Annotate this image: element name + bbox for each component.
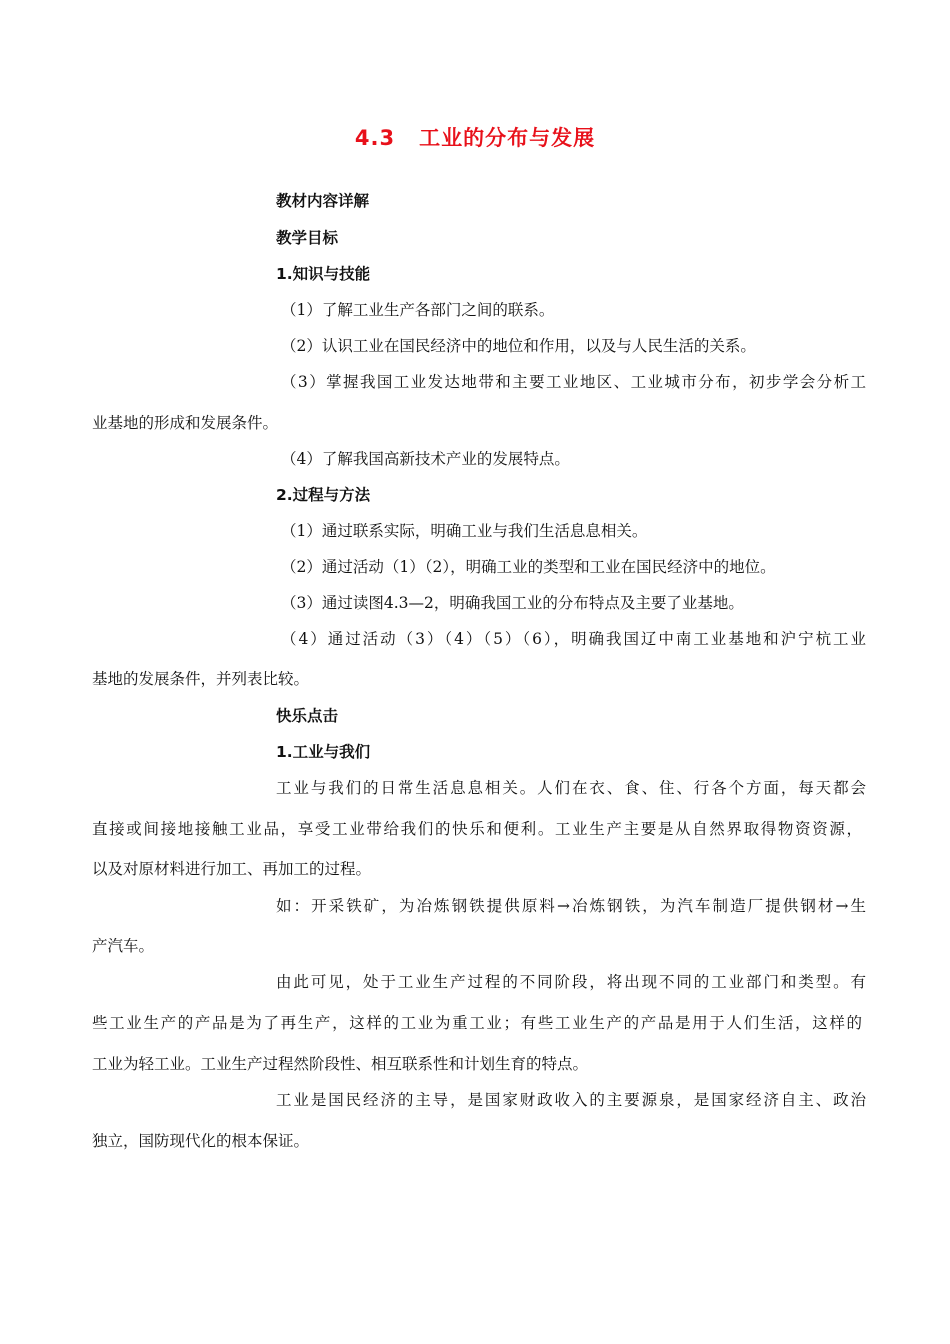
knowledge-heading: 1.知识与技能 (276, 265, 371, 283)
paragraph-line: 些工业生产的产品是为了再生产，这样的工业为重工业；有些工业生产的产品是用于人们生活，这样的 (92, 1014, 862, 1032)
knowledge-item: （1）了解工业生产各部门之间的联系。 (281, 301, 555, 319)
click-heading: 快乐点击 (276, 707, 339, 725)
paragraph-line: 产汽车。 (92, 937, 155, 955)
process-item: （4）通过活动（3）（4）（5）（6），明确我国辽中南工业基地和沪宁杭工业 (281, 630, 866, 648)
knowledge-item: （3）掌握我国工业发达地带和主要工业地区、工业城市分布，初步学会分析工 (281, 373, 866, 391)
paragraph-line: 以及对原材料进行加工、再加工的过程。 (92, 860, 372, 878)
process-heading: 2.过程与方法 (276, 486, 371, 504)
paragraph-line: 工业为轻工业。工业生产过程然阶段性、相互联系性和计划生育的特点。 (92, 1055, 589, 1073)
section-number: 4.3 (354, 126, 396, 150)
paragraph-line: 工业与我们的日常生活息息相关。人们在衣、食、住、行各个方面，每天都会 (276, 779, 866, 797)
knowledge-item: （4）了解我国高新技术产业的发展特点。 (281, 450, 570, 468)
page-title (0, 122, 950, 152)
paragraph-line: 工业是国民经济的主导，是国家财政收入的主要源泉，是国家经济自主、政治 (276, 1091, 866, 1109)
process-item: （3）通过读图4.3—2，明确我国工业的分布特点及主要了业基地。 (281, 594, 744, 612)
paragraph-line: 由此可见，处于工业生产过程的不同阶段，将出现不同的工业部门和类型。有 (276, 973, 866, 991)
industry-heading: 1.工业与我们 (276, 743, 371, 761)
process-item: （2）通过活动（1）（2），明确工业的类型和工业在国民经济中的地位。 (281, 558, 776, 576)
objectives-heading: 教学目标 (276, 229, 339, 247)
knowledge-item: （2）认识工业在国民经济中的地位和作用，以及与人民生活的关系。 (281, 337, 756, 355)
paragraph-line: 直接或间接地接触工业品，享受工业带给我们的快乐和便利。工业生产主要是从自然界取得物资资源， (92, 820, 862, 838)
paragraph-line: 如：开采铁矿，为冶炼钢铁提供原料→冶炼钢铁，为汽车制造厂提供钢材→生 (276, 897, 866, 915)
knowledge-item-continuation: 业基地的形成和发展条件。 (92, 414, 279, 432)
process-item-continuation: 基地的发展条件，并列表比较。 (92, 670, 310, 688)
paragraph-line: 独立，国防现代化的根本保证。 (92, 1132, 310, 1150)
section-title: 工业的分布与发展 (419, 126, 596, 150)
process-item: （1）通过联系实际，明确工业与我们生活息息相关。 (281, 522, 648, 540)
content-heading: 教材内容详解 (276, 192, 370, 210)
